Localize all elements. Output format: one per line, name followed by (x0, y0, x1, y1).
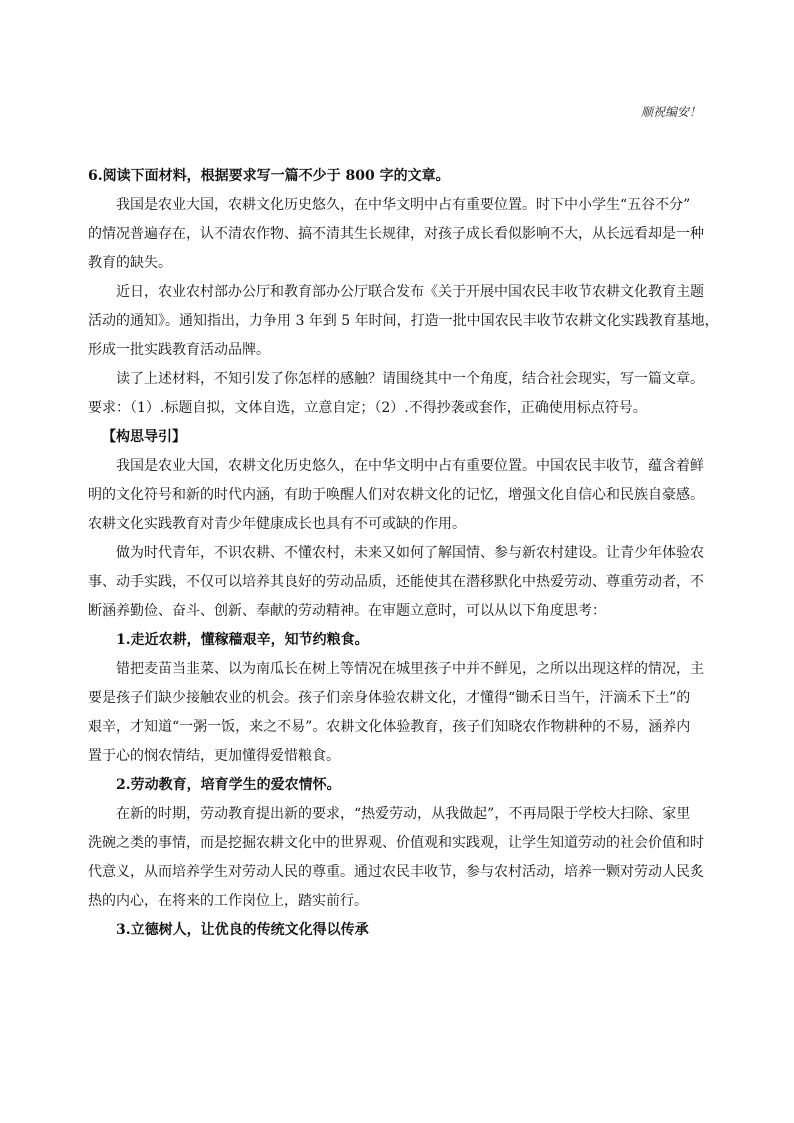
material-paragraph-1 (88, 191, 718, 278)
text-line: 代意义，从而培养学生对劳动人民的尊重。通过农民丰收节，参与农村活动，培养一颗对劳动人民炙 (88, 864, 704, 880)
material-paragraph-2 (88, 278, 718, 365)
header-note: 顺祝编安！ (640, 105, 701, 119)
text-line: 的情况普遍存在，认不清农作物、搞不清其生长规律，对孩子成长看似影响不大，从长远看却是一种 (88, 226, 704, 242)
point-2-body (88, 800, 718, 916)
guide-paragraph-2 (88, 539, 718, 626)
document-body (88, 162, 718, 945)
text-line: 洗碗之类的事情，而是挖掘农耕文化中的世界观、价值观和实践观，让学生知道劳动的社会价值和时 (88, 835, 704, 851)
text-line: 错把麦苗当韭菜、以为南瓜长在树上等情况在城里孩子中并不鲜见，之所以出现这样的情况，主 (116, 661, 704, 677)
point-3-title: 3.立德树人，让优良的传统文化得以传承 (116, 922, 369, 938)
text-line: 教育的缺失。 (88, 255, 172, 271)
text-line: 明的文化符号和新的时代内涵，有助于唤醒人们对农耕文化的记忆，增强文化自信心和民族自豪感。 (88, 487, 704, 503)
point-1-body (88, 655, 718, 771)
text-line: 活动的通知》。通知指出，力争用 3 年到 5 年时间，打造一批中国农民丰收节农耕文化实践教育基地， (88, 313, 719, 329)
guide-heading: 【构思导引】 (102, 429, 186, 445)
text-line: 农耕文化实践教育对青少年健康成长也具有不可或缺的作用。 (88, 516, 466, 532)
text-line: 在新的时期，劳动教育提出新的要求，“热爱劳动，从我做起”，不再局限于学校大扫除、家里 (116, 806, 691, 822)
text-line: 置于心的悯农情结，更加懂得爱惜粮食。 (88, 748, 340, 764)
text-line: 热的内心，在将来的工作岗位上，踏实前行。 (88, 893, 368, 909)
text-line: 事、动手实践，不仅可以培养其良好的劳动品质，还能使其在潜移默化中热爱劳动、尊重劳动者，不 (88, 574, 704, 590)
writing-prompt: 读了上述材料，不知引发了你怎样的感触？请围绕其中一个角度，结合社会现实，写一篇文章。 (116, 371, 704, 387)
text-line: 做为时代青年，不识农耕、不懂农村，未来又如何了解国情、参与新农村建设。让青少年体验农 (116, 545, 704, 561)
text-line: 形成一批实践教育活动品牌。 (88, 342, 270, 358)
text-line: 要是孩子们缺少接触农业的机会。孩子们亲身体验农耕文化，才懂得“锄禾日当午，汗滴禾下土”的 (88, 690, 691, 706)
text-line: 我国是农业大国，农耕文化历史悠久，在中华文明中占有重要位置。时下中小学生“五谷不分” (116, 197, 691, 213)
text-line: 近日，农业农村部办公厅和教育部办公厅联合发布《关于开展中国农民丰收节农耕文化教育主题 (116, 284, 704, 300)
point-1-title: 1.走近农耕，懂稼穑艰辛，知节约粮食。 (116, 632, 369, 648)
requirements: 要求：（1）.标题自拟，文体自选，立意自定；（2）.不得抄袭或套作，正确使用标点符号。 (88, 400, 647, 416)
question-title: 6.阅读下面材料，根据要求写一篇不少于 800 字的文章。 (88, 168, 450, 184)
guide-paragraph-1 (88, 452, 718, 539)
text-line: 断涵养勤俭、奋斗、创新、奉献的劳动精神。在审题立意时，可以从以下角度思考： (88, 603, 606, 619)
point-2-title: 2.劳动教育，培育学生的爱农情怀。 (116, 777, 341, 793)
text-line: 艰辛，才知道“一粥一饭，来之不易”。农耕文化体验教育，孩子们知晓农作物耕种的不易，涵养内 (88, 719, 691, 735)
text-line: 我国是农业大国，农耕文化历史悠久，在中华文明中占有重要位置。中国农民丰收节，蕴含着鲜 (116, 458, 704, 474)
